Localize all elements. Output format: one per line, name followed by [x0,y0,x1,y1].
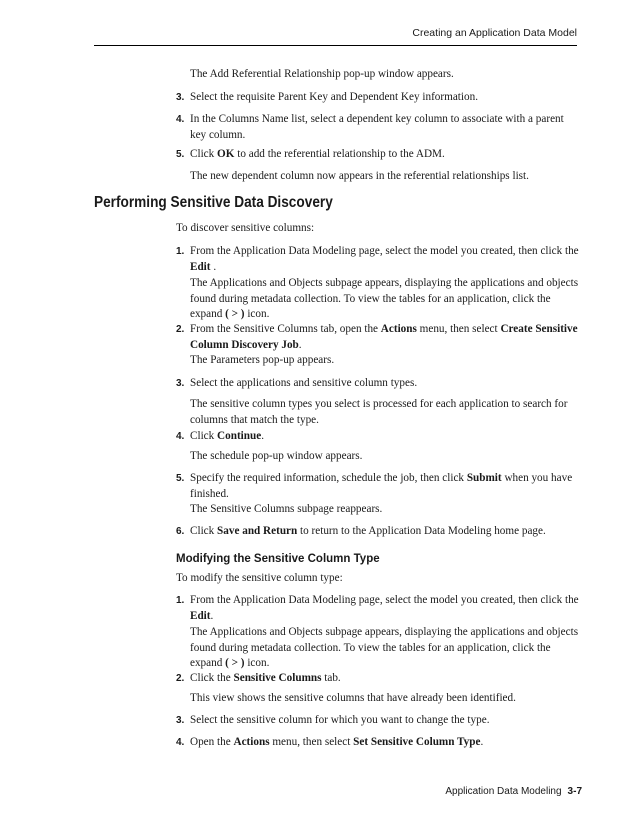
running-header: Creating an Application Data Model [412,27,577,39]
step-number: 1. [176,595,185,606]
paragraph: The sensitive column types you select is processed for each application to search for columns that match the type. [190,398,568,426]
step-text: Select the requisite Parent Key and Dependent Key information. [190,91,478,103]
step-number: 1. [176,246,185,257]
step-text: Click Continue. [190,430,264,442]
step-number: 4. [176,114,185,125]
step-text: In the Columns Name list, select a dependent key column to associate with a parent key column. [190,113,564,141]
step-text: Click the Sensitive Columns tab. [190,672,341,684]
step-text: From the Sensitive Columns tab, open the Actions menu, then select Create Sensitive Column Discovery Job. [190,323,578,351]
paragraph: The Sensitive Columns subpage reappears. [190,503,383,515]
page-footer [445,786,582,797]
header-divider [94,45,577,46]
paragraph: The Parameters pop-up appears. [190,354,335,366]
step-number: 4. [176,431,185,442]
paragraph: The Applications and Objects subpage appears, displaying the applications and objects found during metadata collection. To view the tables for an application, click the expand ( > ) icon. [190,626,579,670]
step-number: 5. [176,473,185,484]
step-text: Specify the required information, schedule the job, then click Submit when you have finished. [190,472,573,500]
step-number: 3. [176,92,185,103]
paragraph: The schedule pop-up window appears. [190,450,363,462]
step-text: Select the sensitive column for which you want to change the type. [190,714,490,726]
step-text: Click Save and Return to return to the Application Data Modeling home page. [190,525,546,537]
paragraph: The Add Referential Relationship pop-up window appears. [190,68,454,80]
step-number: 2. [176,673,185,684]
step-number: 3. [176,715,185,726]
step-text: Click OK to add the referential relationship to the ADM. [190,148,445,160]
paragraph: The new dependent column now appears in the referential relationships list. [190,170,529,182]
step-number: 2. [176,324,185,335]
paragraph: The Applications and Objects subpage appears, displaying the applications and objects found during metadata collection. To view the tables for an application, click the expand ( > ) icon. [190,277,579,321]
step-number: 3. [176,378,185,389]
step-number: 4. [176,737,185,748]
section-heading: Performing Sensitive Data Discovery [94,194,333,211]
section-intro: To discover sensitive columns: [176,222,315,234]
step-number: 5. [176,149,185,160]
step-text: From the Application Data Modeling page, select the model you created, then click the Edit. [190,594,579,622]
subsection-heading: Modifying the Sensitive Column Type [176,553,380,565]
step-number: 6. [176,526,185,537]
footer-section: Application Data Modeling [445,786,562,797]
step-text: Select the applications and sensitive column types. [190,377,418,389]
paragraph: This view shows the sensitive columns that have already been identified. [190,692,516,704]
page-number: 3-7 [567,786,582,797]
step-text: From the Application Data Modeling page, select the model you created, then click the Edit . [190,245,579,273]
section-intro: To modify the sensitive column type: [176,572,343,584]
step-text: Open the Actions menu, then select Set Sensitive Column Type. [190,736,484,748]
